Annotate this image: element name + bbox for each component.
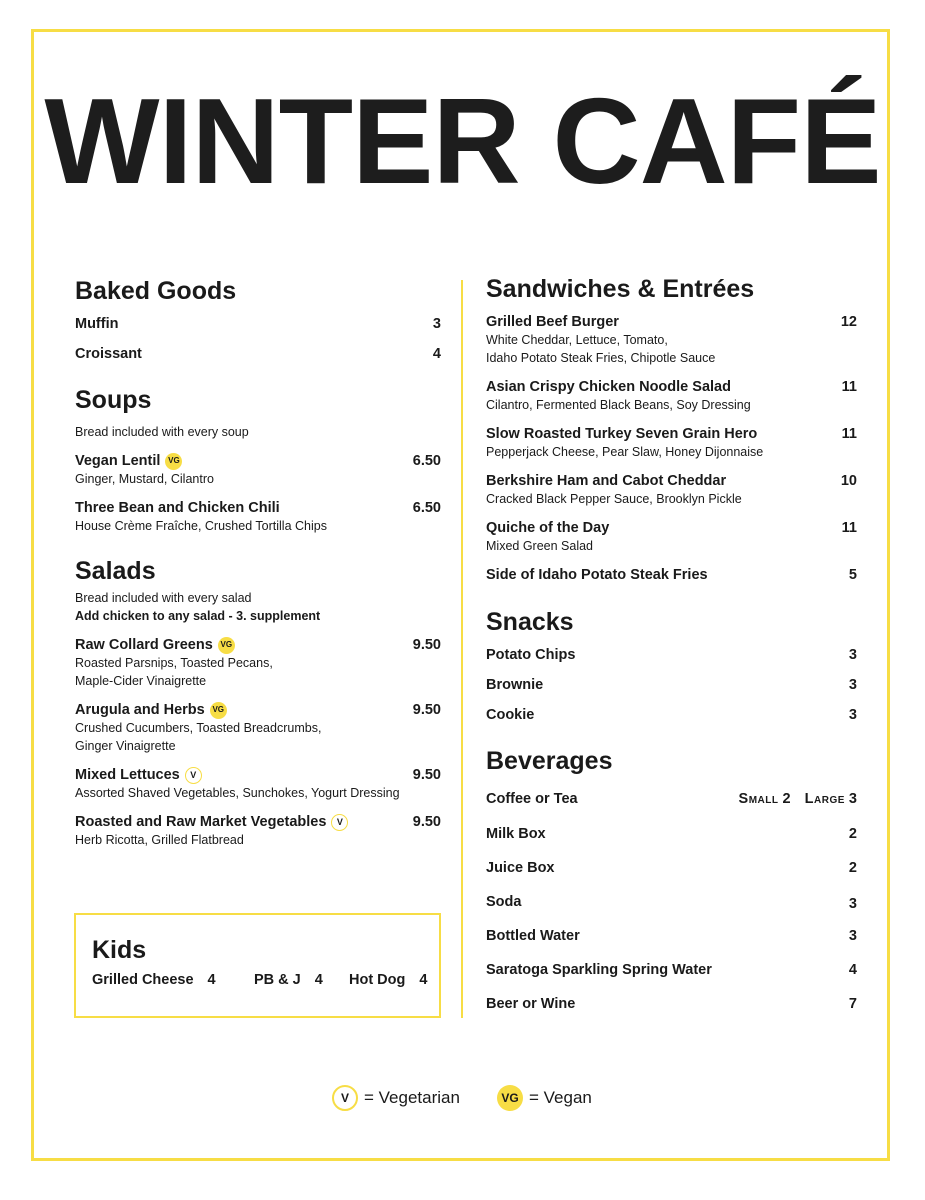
item-name: Mixed Lettuces (75, 767, 180, 783)
size-price: 2 (782, 791, 791, 807)
item-price: 3 (848, 647, 857, 663)
item-name: Hot Dog (349, 972, 406, 988)
kids-item (254, 971, 323, 989)
item-name: Saratoga Sparkling Spring Water (486, 962, 712, 978)
menu-item (486, 790, 857, 808)
vegetarian-icon: V (185, 767, 202, 784)
left-column (75, 276, 441, 849)
item-name: Raw Collard Greens (75, 637, 213, 653)
menu-item (75, 813, 441, 849)
page-title: WINTER CAFÉ (44, 73, 881, 209)
section-title: Beverages (486, 747, 613, 775)
section-baked-goods (75, 276, 441, 363)
item-description: Roasted Parsnips, Toasted Pecans, (75, 656, 273, 670)
item-name: Grilled Cheese (92, 972, 194, 988)
vegetarian-icon: V (332, 1085, 358, 1111)
section-note: Bread included with every salad (75, 591, 252, 605)
item-name: Bottled Water (486, 928, 580, 944)
item-price: 3 (848, 677, 857, 693)
section-title: Snacks (486, 608, 574, 636)
item-name: Soda (486, 894, 522, 910)
column-divider (461, 280, 463, 1018)
item-name: Brownie (486, 677, 544, 693)
item-price: 6.50 (412, 500, 441, 516)
section-note: Bread included with every soup (75, 425, 249, 439)
item-price: 11 (841, 426, 857, 442)
item-name: Juice Box (486, 860, 555, 876)
menu-item (75, 452, 441, 488)
vegan-icon: VG (218, 637, 235, 654)
menu-item (486, 472, 857, 508)
menu-item (486, 646, 857, 664)
section-title: Soups (75, 386, 152, 414)
item-name-row (75, 701, 441, 719)
item-price: 9.50 (412, 637, 441, 653)
item-name: Slow Roasted Turkey Seven Grain Hero (486, 426, 758, 442)
section-soups (75, 385, 441, 535)
size-label: Small (738, 791, 779, 807)
item-name: Asian Crispy Chicken Noodle Salad (486, 379, 731, 395)
size-price: 3 (848, 791, 857, 807)
item-price: 2 (848, 826, 857, 842)
menu-item (486, 676, 857, 694)
size-prices (739, 790, 857, 808)
kids-box (74, 913, 441, 1018)
item-price: 9.50 (412, 702, 441, 718)
menu-item (486, 995, 857, 1013)
item-description: Crushed Cucumbers, Toasted Breadcrumbs, (75, 721, 322, 735)
menu-item (486, 859, 857, 877)
item-name: Beer or Wine (486, 996, 576, 1012)
section-snacks (486, 607, 857, 724)
menu-item (75, 701, 441, 755)
item-price: 4 (419, 972, 428, 988)
item-name: Coffee or Tea (486, 791, 578, 807)
menu-item (486, 519, 857, 555)
item-description: Cilantro, Fermented Black Beans, Soy Dressing (486, 398, 751, 412)
item-description: Ginger Vinaigrette (75, 739, 176, 753)
item-name: Croissant (75, 346, 142, 362)
section-title: Sandwiches & Entrées (486, 275, 755, 303)
right-column (486, 274, 857, 1013)
item-name: Quiche of the Day (486, 520, 610, 536)
section-beverages (486, 746, 857, 1013)
item-description: Maple-Cider Vinaigrette (75, 674, 207, 688)
menu-item (486, 378, 857, 414)
item-price: 4 (432, 346, 441, 362)
vegan-icon: VG (165, 453, 182, 470)
item-name-row (75, 452, 441, 470)
item-name: Grilled Beef Burger (486, 314, 619, 330)
menu-item (486, 566, 857, 584)
section-title: Salads (75, 557, 156, 585)
item-name: PB & J (254, 972, 301, 988)
item-price: 4 (314, 972, 323, 988)
vegetarian-icon: V (331, 814, 348, 831)
size-label: Large (804, 791, 845, 807)
menu-item (486, 706, 857, 724)
legend-label: = Vegetarian (364, 1088, 460, 1107)
item-description: Herb Ricotta, Grilled Flatbread (75, 833, 244, 847)
section-sandwiches (486, 274, 857, 584)
menu-item (75, 766, 441, 802)
item-price: 3 (432, 316, 441, 332)
item-price: 6.50 (412, 453, 441, 469)
menu-item (75, 636, 441, 690)
section-title: Kids (92, 936, 147, 964)
item-price: 10 (840, 473, 857, 489)
item-price: 3 (848, 707, 857, 723)
item-price: 3 (848, 928, 857, 944)
item-price: 2 (848, 860, 857, 876)
item-name: Potato Chips (486, 647, 576, 663)
item-price: 4 (207, 972, 216, 988)
item-name: Milk Box (486, 826, 546, 842)
item-name: Vegan Lentil (75, 453, 161, 469)
item-name-row (75, 636, 441, 654)
vegan-icon: VG (210, 702, 227, 719)
legend-label: = Vegan (529, 1088, 592, 1107)
item-description: Mixed Green Salad (486, 539, 594, 553)
menu-item (75, 315, 441, 333)
kids-item (349, 971, 427, 989)
menu-item (486, 313, 857, 367)
item-price: 5 (848, 567, 857, 583)
item-name-row (75, 766, 441, 784)
item-price: 12 (840, 314, 857, 330)
menu-item (75, 499, 441, 535)
section-note-supplement: Add chicken to any salad - 3. supplement (75, 609, 321, 623)
item-price: 11 (841, 379, 857, 395)
legend-vegan (497, 1085, 592, 1111)
item-description: Cracked Black Pepper Sauce, Brooklyn Pickle (486, 492, 742, 506)
item-description: Ginger, Mustard, Cilantro (75, 472, 214, 486)
item-name: Side of Idaho Potato Steak Fries (486, 567, 708, 583)
legend-vegetarian (332, 1085, 460, 1111)
menu-item (486, 961, 857, 979)
kids-item (92, 971, 216, 989)
menu-item (486, 893, 857, 911)
section-title: Baked Goods (75, 277, 237, 305)
item-description: Idaho Potato Steak Fries, Chipotle Sauce (486, 351, 716, 365)
section-salads (75, 556, 441, 849)
item-price: 3 (848, 896, 857, 912)
item-description: Assorted Shaved Vegetables, Sunchokes, Yogurt Dressing (75, 786, 400, 800)
vegan-icon: VG (497, 1085, 523, 1111)
item-name-row (75, 813, 441, 831)
item-name: Cookie (486, 707, 535, 723)
item-price: 11 (841, 520, 857, 536)
item-price: 9.50 (412, 767, 441, 783)
item-price: 7 (848, 996, 857, 1012)
item-price: 9.50 (412, 814, 441, 830)
item-name: Roasted and Raw Market Vegetables (75, 814, 327, 830)
item-price: 4 (848, 962, 857, 978)
menu-item (486, 825, 857, 843)
menu-item (486, 927, 857, 945)
item-description: Pepperjack Cheese, Pear Slaw, Honey Dijonnaise (486, 445, 764, 459)
item-name: Muffin (75, 316, 119, 332)
item-description: House Crème Fraîche, Crushed Tortilla Chips (75, 519, 327, 533)
item-name: Three Bean and Chicken Chili (75, 500, 280, 516)
menu-item (75, 345, 441, 363)
item-name: Arugula and Herbs (75, 702, 205, 718)
item-description: White Cheddar, Lettuce, Tomato, (486, 333, 668, 347)
item-name: Berkshire Ham and Cabot Cheddar (486, 473, 727, 489)
menu-item (486, 425, 857, 461)
